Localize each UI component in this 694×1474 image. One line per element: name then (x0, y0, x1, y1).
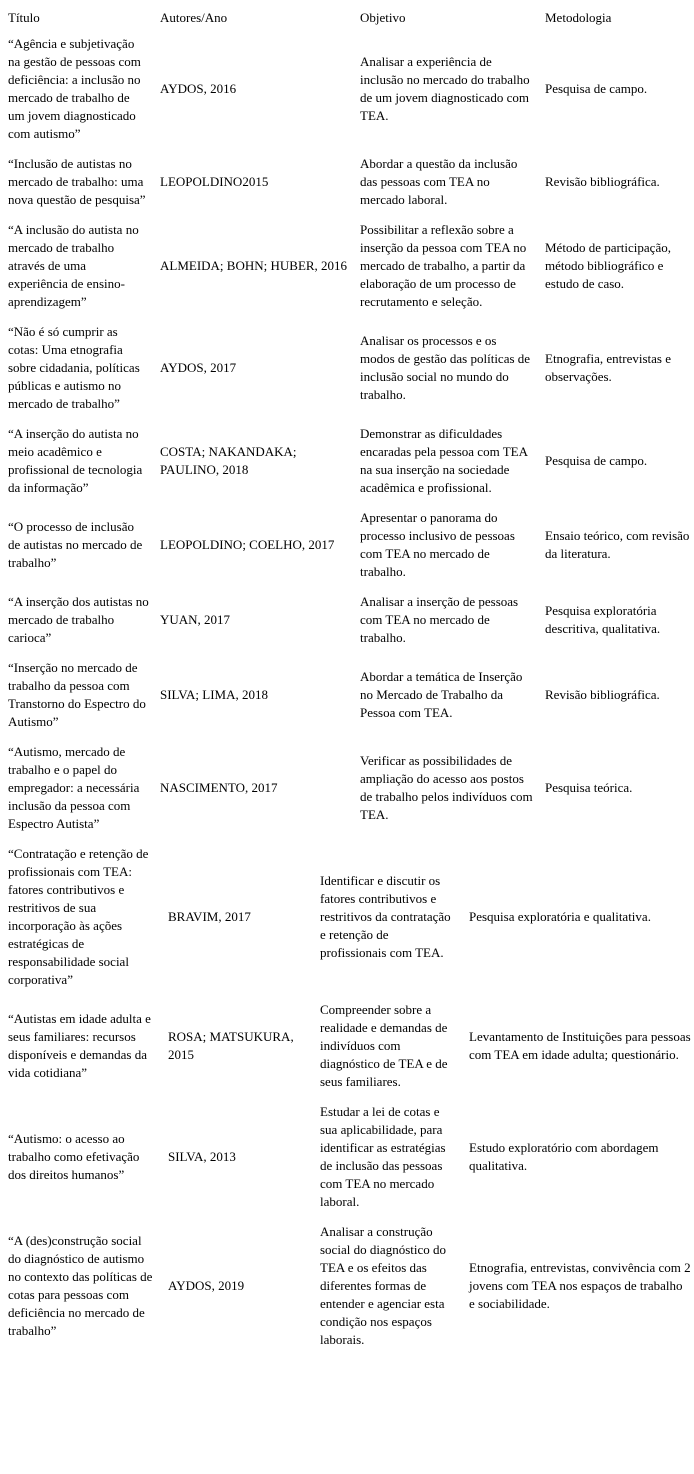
cell-metodologia: Pesquisa exploratória e qualitativa. (469, 909, 651, 924)
cell-metodologia: Revisão bibliográfica. (545, 687, 660, 702)
cell-titulo: “Autismo, mercado de trabalho e o papel do empregador: a necessária inclusão da pessoa com Espectro Autista” (8, 744, 140, 831)
cell-titulo: “O processo de inclusão de autistas no mercado de trabalho” (8, 519, 143, 570)
column-header-metodologia: Metodologia (545, 10, 612, 25)
cell-metodologia: Etnografia, entrevistas e observações. (545, 351, 671, 384)
table-row (0, 995, 694, 1097)
cell-autores-ano: ROSA; MATSUKURA, 2015 (168, 1029, 294, 1062)
cell-objetivo: Abordar a temática de Inserção no Mercado de Trabalho da Pessoa com TEA. (360, 669, 523, 720)
cell-autores-ano: SILVA, 2013 (168, 1149, 236, 1164)
cell-autores-ano: ALMEIDA; BOHN; HUBER, 2016 (160, 258, 348, 273)
cell-autores-ano: LEOPOLDINO; COELHO, 2017 (160, 537, 335, 552)
cell-autores-ano: LEOPOLDINO2015 (160, 174, 269, 189)
cell-objetivo: Apresentar o panorama do processo inclusivo de pessoas com TEA no mercado de trabalho. (360, 510, 515, 579)
table-row (0, 737, 694, 839)
cell-metodologia: Método de participação, método bibliográfico e estudo de caso. (545, 240, 671, 291)
column-header-objetivo: Objetivo (360, 10, 406, 25)
cell-titulo: “A inserção do autista no meio acadêmico e profissional de tecnologia da informação” (8, 426, 143, 495)
column-header-titulo: Título (8, 10, 40, 25)
cell-metodologia: Revisão bibliográfica. (545, 174, 660, 189)
cell-autores-ano: BRAVIM, 2017 (168, 909, 251, 924)
table-row (0, 1097, 694, 1217)
cell-objetivo: Analisar a construção social do diagnóstico do TEA e os efeitos das diferentes formas de entender e agenciar esta condição nos espaços laborais. (320, 1224, 447, 1347)
cell-objetivo: Analisar a inserção de pessoas com TEA no mercado de trabalho. (360, 594, 519, 645)
cell-titulo: “A (des)construção social do diagnóstico de autismo no contexto das políticas de cotas para pessoas com deficiência no mercado de trabalho” (8, 1233, 153, 1338)
table-row (0, 839, 694, 995)
cell-titulo: “Autismo: o acesso ao trabalho como efetivação dos direitos humanos” (8, 1131, 140, 1182)
table-row (0, 587, 694, 653)
cell-objetivo: Verificar as possibilidades de ampliação do acesso aos postos de trabalho pelos indivíduos com TEA. (360, 753, 533, 822)
cell-autores-ano: SILVA; LIMA, 2018 (160, 687, 268, 702)
cell-metodologia: Levantamento de Instituições para pessoas com TEA em idade adulta; questionário. (469, 1029, 691, 1062)
cell-titulo: “Inclusão de autistas no mercado de trabalho: uma nova questão de pesquisa” (8, 156, 146, 207)
cell-titulo: “Agência e subjetivação na gestão de pessoas com deficiência: a inclusão no mercado de trabalho de um jovem diagnosticado com autismo” (8, 36, 141, 141)
cell-objetivo: Possibilitar a reflexão sobre a inserção da pessoa com TEA no mercado de trabalho, a partir da elaboração de um processo de recrutamento e seleção. (360, 222, 527, 309)
cell-objetivo: Compreender sobre a realidade e demandas de indivíduos com diagnóstico de TEA e de seus familiares. (320, 1002, 448, 1089)
cell-autores-ano: AYDOS, 2017 (160, 360, 237, 375)
cell-metodologia: Etnografia, entrevistas, convivência com 2 jovens com TEA nos espaços de trabalho e sociabilidade. (469, 1260, 691, 1311)
cell-titulo: “Autistas em idade adulta e seus familiares: recursos disponíveis e demandas da vida cotidiana” (8, 1011, 151, 1080)
table-row (0, 215, 694, 317)
table-row (0, 1217, 694, 1355)
table-row (0, 653, 694, 737)
cell-objetivo: Estudar a lei de cotas e sua aplicabilidade, para identificar as estratégias de inclusão das pessoas com TEA no mercado laboral. (320, 1104, 446, 1209)
cell-titulo: “A inclusão do autista no mercado de trabalho através de uma experiência de ensino-aprendizagem” (8, 222, 139, 309)
table-row (0, 419, 694, 503)
cell-metodologia: Pesquisa de campo. (545, 453, 648, 468)
cell-objetivo: Abordar a questão da inclusão das pessoas com TEA no mercado laboral. (360, 156, 518, 207)
table-row (0, 317, 694, 419)
cell-autores-ano: NASCIMENTO, 2017 (160, 780, 278, 795)
cell-objetivo: Demonstrar as dificuldades encaradas pela pessoa com TEA na sua inserção na sociedade acadêmica e profissional. (360, 426, 528, 495)
cell-titulo: “A inserção dos autistas no mercado de trabalho carioca” (8, 594, 149, 645)
cell-autores-ano: AYDOS, 2019 (168, 1278, 245, 1293)
cell-autores-ano: YUAN, 2017 (160, 612, 231, 627)
cell-objetivo: Analisar os processos e os modos de gestão das políticas de inclusão social no mundo do trabalho. (360, 333, 531, 402)
cell-objetivo: Analisar a experiência de inclusão no mercado do trabalho de um jovem diagnosticado com TEA. (360, 54, 530, 123)
cell-objetivo: Identificar e discutir os fatores contributivos e restritivos da contratação e retenção de profissionais com TEA. (320, 873, 451, 960)
cell-metodologia: Ensaio teórico, com revisão da literatura. (545, 528, 690, 561)
cell-metodologia: Pesquisa de campo. (545, 81, 648, 96)
cell-metodologia: Pesquisa exploratória descritiva, qualitativa. (545, 603, 661, 636)
cell-autores-ano: AYDOS, 2016 (160, 81, 237, 96)
table-header-row (0, 0, 694, 29)
column-header-autores-ano: Autores/Ano (160, 10, 228, 25)
cell-titulo: “Não é só cumprir as cotas: Uma etnografia sobre cidadania, políticas públicas e autismo no mercado de trabalho” (8, 324, 140, 411)
cell-metodologia: Pesquisa teórica. (545, 780, 633, 795)
cell-autores-ano: COSTA; NAKANDAKA; PAULINO, 2018 (160, 444, 297, 477)
table-row (0, 29, 694, 149)
cell-titulo: “Inserção no mercado de trabalho da pessoa com Transtorno do Espectro do Autismo” (8, 660, 146, 729)
cell-titulo: “Contratação e retenção de profissionais com TEA: fatores contributivos e restritivos de sua incorporação às ações estratégicas de responsabilidade social corporativa” (8, 846, 149, 987)
table-row (0, 149, 694, 215)
table-row (0, 503, 694, 587)
cell-metodologia: Estudo exploratório com abordagem qualitativa. (469, 1140, 659, 1173)
